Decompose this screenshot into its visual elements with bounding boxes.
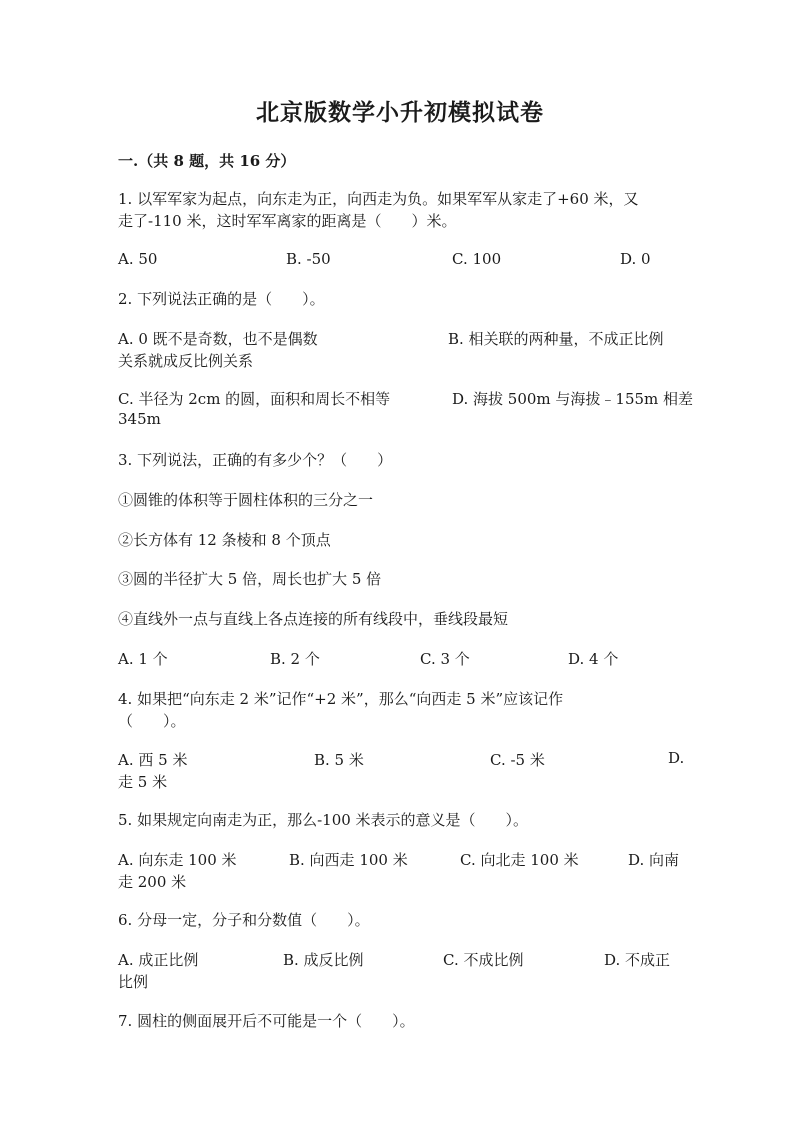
question-4-option-a: A. 西 5 米 xyxy=(118,751,188,769)
question-3-option-a: A. 1 个 xyxy=(118,650,168,668)
question-5-option-a: A. 向东走 100 米 xyxy=(118,851,237,869)
question-3-statement-1: ①圆锥的体积等于圆柱体积的三分之一 xyxy=(118,491,374,509)
question-4-line-1: 4. 如果把“向东走 2 米”记作“+2 米”，那么“向西走 5 米”应该记作 xyxy=(118,690,564,708)
question-3-line-1: 3. 下列说法，正确的有多少个？（ ） xyxy=(118,451,393,469)
question-5-option-d: D. 向南 xyxy=(628,851,680,869)
question-2-option-d-cont: 345m xyxy=(118,410,161,428)
question-4-option-d: D. xyxy=(668,749,685,767)
question-1-option-c: C. 100 xyxy=(452,250,502,268)
question-2-option-b: B. 相关联的两种量，不成正比例 xyxy=(448,330,664,348)
question-5-line-1: 5. 如果规定向南走为正，那么-100 米表示的意义是（ ）。 xyxy=(118,811,529,829)
question-3-statement-4: ④直线外一点与直线上各点连接的所有线段中，垂线段最短 xyxy=(118,610,509,628)
section-heading: 一.（共 8 题，共 16 分） xyxy=(118,152,296,170)
question-4-option-c: C. -5 米 xyxy=(490,751,545,769)
question-6-line-1: 6. 分母一定，分子和分数值（ ）。 xyxy=(118,911,370,929)
question-2-option-a: A. 0 既不是奇数，也不是偶数 xyxy=(118,330,318,348)
question-3-statement-3: ③圆的半径扩大 5 倍，周长也扩大 5 倍 xyxy=(118,570,382,588)
question-2-option-c: C. 半径为 2cm 的圆，面积和周长不相等 xyxy=(118,390,391,408)
question-7-line-1: 7. 圆柱的侧面展开后不可能是一个（ ）。 xyxy=(118,1012,415,1030)
question-6-option-d: D. 不成正 xyxy=(604,951,671,969)
question-5-option-c: C. 向北走 100 米 xyxy=(460,851,579,869)
question-6-option-a: A. 成正比例 xyxy=(118,951,199,969)
question-2-line-1: 2. 下列说法正确的是（ ）。 xyxy=(118,290,325,308)
question-6-option-d-cont: 比例 xyxy=(118,973,149,991)
question-2-option-d: D. 海拔 500m 与海拔﹣155m 相差 xyxy=(452,390,694,408)
question-4-option-d-cont: 走 5 米 xyxy=(118,773,168,791)
question-1-option-d: D. 0 xyxy=(620,250,651,268)
question-4-option-b: B. 5 米 xyxy=(314,751,364,769)
question-3-option-c: C. 3 个 xyxy=(420,650,470,668)
question-3-statement-2: ②长方体有 12 条棱和 8 个顶点 xyxy=(118,531,331,549)
question-1-line-2: 走了-110 米，这时军军离家的距离是（ ）米。 xyxy=(118,212,457,230)
question-1-option-a: A. 50 xyxy=(118,250,158,268)
question-5-option-b: B. 向西走 100 米 xyxy=(289,851,408,869)
question-6-option-c: C. 不成比例 xyxy=(443,951,524,969)
question-6-option-b: B. 成反比例 xyxy=(283,951,364,969)
question-4-line-2: （ ）。 xyxy=(118,712,186,730)
page-title: 北京版数学小升初模拟试卷 xyxy=(256,99,544,126)
question-5-option-d-cont: 走 200 米 xyxy=(118,873,187,891)
question-1-line-1: 1. 以军军家为起点，向东走为正，向西走为负。如果军军从家走了+60 米，又 xyxy=(118,190,639,208)
question-2-option-b-cont: 关系就成反比例关系 xyxy=(118,352,254,370)
question-1-option-b: B. -50 xyxy=(286,250,331,268)
question-3-option-b: B. 2 个 xyxy=(270,650,320,668)
question-3-option-d: D. 4 个 xyxy=(568,650,619,668)
